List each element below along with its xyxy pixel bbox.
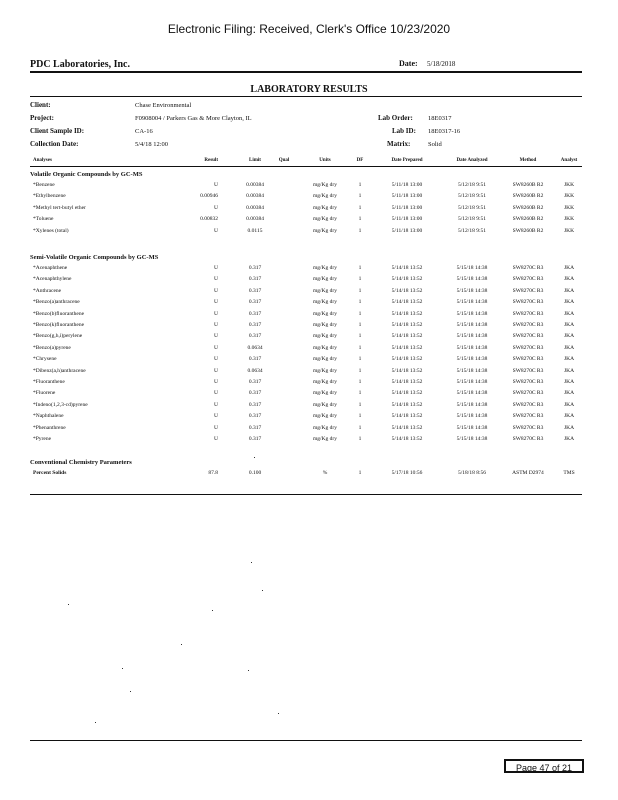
- cell-analyst: JKK: [563, 204, 575, 211]
- cell-date-prepared: 5/14/18 13:52: [391, 276, 423, 283]
- cell-limit: 0.317: [248, 265, 262, 271]
- cell-method: SW8260B R2: [512, 227, 544, 234]
- column-header-rule: [30, 166, 582, 167]
- cell-date-analyzed: 5/15/18 14:38: [456, 424, 488, 431]
- cell-date-prepared: 5/14/18 13:52: [391, 356, 423, 363]
- cell-date-prepared: 5/14/18 13:52: [391, 436, 423, 442]
- cell-result: 87.8: [208, 470, 218, 476]
- cell-date-analyzed: 5/15/18 14:38: [456, 265, 488, 271]
- header-rule: [30, 71, 582, 73]
- cell-date-prepared: 5/14/18 13:52: [391, 333, 423, 340]
- cell-result: U: [214, 265, 218, 271]
- cell-date-prepared: 5/14/18 13:52: [391, 390, 423, 397]
- title-rule: [30, 96, 582, 97]
- cell-limit: 0.0634: [247, 367, 263, 374]
- cell-result: U: [214, 413, 218, 420]
- cell-method: SW8270C R3: [512, 322, 544, 328]
- cell-method: SW8270C R3: [512, 333, 544, 340]
- cell-limit: 0.317: [248, 413, 262, 420]
- cell-analyst: JKA: [563, 344, 575, 351]
- results-end-rule: [30, 494, 582, 495]
- cell-limit: 0.100: [248, 470, 262, 476]
- cell-result: 0.00832: [200, 216, 218, 223]
- cell-result: U: [214, 287, 218, 294]
- cell-date-analyzed: 5/15/18 14:38: [456, 344, 488, 351]
- cell-date-prepared: 5/14/18 13:52: [391, 413, 423, 420]
- date-value: 5/18/2018: [427, 60, 456, 68]
- cell-units: mg/Kg dry: [313, 379, 337, 385]
- cell-units: mg/Kg dry: [313, 344, 337, 351]
- cell-method: SW8270C R3: [512, 287, 544, 294]
- scan-speck: [251, 562, 252, 563]
- cell-date-prepared: 5/14/18 13:52: [391, 401, 423, 408]
- cell-units: mg/Kg dry: [313, 193, 337, 200]
- cell-result: U: [214, 401, 218, 408]
- date-label: Date:: [399, 59, 418, 68]
- cell-date-analyzed: 5/15/18 14:38: [456, 287, 488, 294]
- col-units: Units: [319, 158, 331, 163]
- cell-limit: 0.00384: [246, 182, 264, 188]
- page-number: Page 47 of 21: [504, 759, 584, 773]
- cell-limit: 0.317: [248, 390, 262, 397]
- cell-method: SW8270C R3: [512, 379, 544, 385]
- cell-limit: 0.00384: [246, 204, 264, 211]
- cell-analyte: *Fluorene: [33, 390, 56, 397]
- cell-method: SW8270C R3: [512, 299, 544, 306]
- matrix-label: Matrix:: [387, 140, 411, 148]
- cell-date-prepared: 5/14/18 13:52: [391, 322, 423, 328]
- report-title: LABORATORY RESULTS: [250, 84, 368, 95]
- cell-df: 1: [358, 401, 362, 408]
- cell-units: mg/Kg dry: [313, 299, 337, 306]
- cell-analyst: JKA: [563, 424, 575, 431]
- cell-date-prepared: 5/14/18 13:52: [391, 287, 423, 294]
- cell-df: 1: [358, 344, 362, 351]
- cell-analyte: *Anthracene: [33, 287, 62, 294]
- cell-result: U: [214, 367, 218, 374]
- cell-date-analyzed: 5/15/18 14:38: [456, 356, 488, 363]
- scan-speck: [130, 691, 131, 692]
- company-name: PDC Laboratories, Inc.: [30, 59, 130, 70]
- scan-speck: [278, 713, 279, 714]
- cell-analyst: JKA: [563, 367, 575, 374]
- cell-df: 1: [358, 424, 362, 431]
- cell-date-analyzed: 5/15/18 14:38: [456, 413, 488, 420]
- cell-df: 1: [358, 204, 362, 211]
- cell-date-analyzed: 5/15/18 14:38: [456, 333, 488, 340]
- cell-result: U: [214, 227, 218, 234]
- cell-analyst: JKA: [563, 413, 575, 420]
- col-date-prepared: Date Prepared: [391, 158, 423, 163]
- cell-result: U: [214, 356, 218, 363]
- cell-analyte: *Methyl tert-butyl ether: [33, 204, 86, 211]
- matrix-value: Solid: [428, 141, 442, 148]
- cell-method: SW8270C R3: [512, 310, 544, 317]
- cell-units: mg/Kg dry: [313, 356, 337, 363]
- col-qual: Qual: [278, 158, 290, 163]
- cell-method: SW8270C R3: [512, 401, 544, 408]
- cell-date-analyzed: 5/15/18 14:38: [456, 379, 488, 385]
- cell-date-analyzed: 5/15/18 14:38: [456, 322, 488, 328]
- scan-speck: [181, 644, 182, 645]
- cell-method: SW8270C R3: [512, 413, 544, 420]
- cell-df: 1: [358, 436, 362, 442]
- cell-method: SW8260B R2: [512, 193, 544, 200]
- cell-date-prepared: 5/14/18 13:52: [391, 424, 423, 431]
- cell-analyst: JKA: [563, 333, 575, 340]
- cell-df: 1: [358, 390, 362, 397]
- cell-result: U: [214, 322, 218, 328]
- lab-id-label: Lab ID:: [392, 127, 416, 135]
- cell-result: U: [214, 379, 218, 385]
- cell-analyst: TMS: [563, 470, 575, 476]
- cell-result: U: [214, 276, 218, 283]
- cell-limit: 0.0115: [247, 227, 263, 234]
- cell-method: SW8270C R3: [512, 356, 544, 363]
- cell-date-prepared: 5/11/18 13:00: [391, 216, 423, 223]
- cell-units: mg/Kg dry: [313, 287, 337, 294]
- cell-analyte: *Benzo(g,h,i)perylene: [33, 333, 83, 340]
- cell-analyte: *Benzo(a)anthracene: [33, 299, 80, 306]
- cell-limit: 0.0634: [247, 344, 263, 351]
- col-analyses: Analyses: [33, 158, 52, 163]
- cell-result: U: [214, 344, 218, 351]
- col-df: DF: [356, 158, 364, 163]
- cell-date-analyzed: 5/15/18 14:38: [456, 401, 488, 408]
- cell-analyte: *Benzo(k)fluoranthene: [33, 322, 85, 328]
- cell-date-analyzed: 5/12/18 9:51: [458, 182, 486, 188]
- cell-limit: 0.00384: [246, 193, 264, 200]
- project-value: F0908004 / Parkers Gas & More Clayton, IL: [135, 115, 252, 122]
- cell-df: 1: [358, 310, 362, 317]
- cell-df: 1: [358, 470, 362, 476]
- cell-df: 1: [358, 216, 362, 223]
- cell-units: mg/Kg dry: [313, 216, 337, 223]
- cell-method: SW8260B R2: [512, 216, 544, 223]
- scan-speck: [262, 590, 263, 591]
- cell-limit: 0.317: [248, 401, 262, 408]
- cell-date-analyzed: 5/15/18 14:38: [456, 436, 488, 442]
- lab-order-value: 18E0317: [428, 115, 452, 122]
- cell-method: SW8270C R3: [512, 436, 544, 442]
- project-label: Project:: [30, 114, 54, 122]
- scan-speck: [212, 610, 213, 611]
- cell-units: mg/Kg dry: [313, 333, 337, 340]
- cell-date-analyzed: 5/12/18 9:51: [458, 216, 486, 223]
- cell-date-analyzed: 5/15/18 14:38: [456, 390, 488, 397]
- cell-result: U: [214, 390, 218, 397]
- cell-analyte: *Fluoranthene: [33, 379, 65, 385]
- cell-units: mg/Kg dry: [313, 413, 337, 420]
- cell-analyte: *Indeno(1,2,3-cd)pyrene: [33, 401, 88, 408]
- cell-analyte: *Benzo(a)pyrene: [33, 344, 71, 351]
- cell-date-analyzed: 5/15/18 14:38: [456, 276, 488, 283]
- cell-analyst: JKA: [563, 287, 575, 294]
- cell-method: SW8270C R3: [512, 265, 544, 271]
- cell-limit: 0.317: [248, 322, 262, 328]
- cell-analyst: JKA: [563, 310, 575, 317]
- cell-df: 1: [358, 227, 362, 234]
- cell-df: 1: [358, 333, 362, 340]
- cell-analyte: *Toluene: [33, 216, 54, 223]
- cell-analyte: *Acenaphthene: [33, 265, 68, 271]
- cell-df: 1: [358, 413, 362, 420]
- cell-date-prepared: 5/11/18 13:00: [391, 182, 423, 188]
- cell-analyst: JKA: [563, 299, 575, 306]
- cell-analyte: *Benzene: [33, 182, 55, 188]
- cell-date-prepared: 5/14/18 13:52: [391, 367, 423, 374]
- cell-units: %: [322, 470, 328, 476]
- cell-analyst: JKK: [563, 193, 575, 200]
- cell-units: mg/Kg dry: [313, 265, 337, 271]
- cell-analyst: JKA: [563, 265, 575, 271]
- cell-analyst: JKA: [563, 390, 575, 397]
- cell-date-analyzed: 5/12/18 9:51: [458, 227, 486, 234]
- cell-df: 1: [358, 276, 362, 283]
- cell-result: U: [214, 182, 218, 188]
- cell-analyte: *Dibenz(a,h)anthracene: [33, 367, 86, 374]
- cell-df: 1: [358, 322, 362, 328]
- cell-units: mg/Kg dry: [313, 424, 337, 431]
- cell-analyst: JKK: [563, 216, 575, 223]
- cell-date-analyzed: 5/15/18 14:38: [456, 367, 488, 374]
- cell-limit: 0.317: [248, 356, 262, 363]
- cell-units: mg/Kg dry: [313, 310, 337, 317]
- cell-analyte: *Ethylbenzene: [33, 193, 66, 200]
- lab-id-value: 18E0317-16: [428, 128, 461, 135]
- cell-analyst: JKK: [563, 227, 575, 234]
- cell-df: 1: [358, 356, 362, 363]
- scan-speck: [68, 604, 69, 605]
- section-title: Conventional Chemistry Parameters: [30, 459, 132, 466]
- cell-date-analyzed: 5/12/18 9:51: [458, 193, 486, 200]
- cell-analyte: *Chrysene: [33, 356, 57, 363]
- cell-analyte: *Pyrene: [33, 436, 52, 442]
- cell-units: mg/Kg dry: [313, 322, 337, 328]
- cell-date-analyzed: 5/15/18 14:38: [456, 310, 488, 317]
- cell-analyte: *Phenanthrene: [33, 424, 66, 431]
- cell-date-prepared: 5/14/18 13:52: [391, 299, 423, 306]
- cell-date-analyzed: 5/15/18 14:38: [456, 299, 488, 306]
- cell-analyst: JKA: [563, 436, 575, 442]
- cell-df: 1: [358, 265, 362, 271]
- cell-units: mg/Kg dry: [313, 182, 337, 188]
- col-method: Method: [519, 158, 537, 163]
- col-result: Result: [204, 158, 218, 163]
- col-date-analyzed: Date Analyzed: [456, 158, 488, 163]
- cell-units: mg/Kg dry: [313, 227, 337, 234]
- cell-method: ASTM D2974: [512, 470, 544, 476]
- cell-analyst: JKA: [563, 276, 575, 283]
- cell-date-analyzed: 5/12/18 9:51: [458, 204, 486, 211]
- cell-method: SW8260B R2: [512, 204, 544, 211]
- cell-date-analyzed: 5/18/18 8:56: [458, 470, 486, 476]
- cell-df: 1: [358, 182, 362, 188]
- cell-limit: 0.00384: [246, 216, 264, 223]
- cell-result: U: [214, 333, 218, 340]
- cell-method: SW8270C R3: [512, 344, 544, 351]
- cell-analyte: *Benzo(b)fluoranthene: [33, 310, 85, 317]
- cell-limit: 0.317: [248, 276, 262, 283]
- cell-units: mg/Kg dry: [313, 204, 337, 211]
- cell-limit: 0.317: [248, 436, 262, 442]
- cell-result: U: [214, 424, 218, 431]
- cell-method: SW8270C R3: [512, 367, 544, 374]
- cell-limit: 0.317: [248, 299, 262, 306]
- cell-limit: 0.317: [248, 333, 262, 340]
- scan-speck: [95, 722, 96, 723]
- scan-speck: [254, 457, 255, 458]
- cell-analyst: JKK: [563, 182, 575, 188]
- cell-date-prepared: 5/11/18 13:00: [391, 193, 423, 200]
- collection-date-value: 5/4/18 12:00: [135, 141, 169, 148]
- cell-df: 1: [358, 299, 362, 306]
- cell-units: mg/Kg dry: [313, 276, 337, 283]
- cell-analyte: Percent Solids: [33, 470, 67, 476]
- cell-date-prepared: 5/11/18 13:00: [391, 204, 423, 211]
- cell-limit: 0.317: [248, 287, 262, 294]
- cell-limit: 0.317: [248, 310, 262, 317]
- cell-df: 1: [358, 367, 362, 374]
- cell-limit: 0.317: [248, 379, 262, 385]
- cell-analyte: *Naphthalene: [33, 413, 64, 420]
- scan-speck: [248, 670, 249, 671]
- cell-units: mg/Kg dry: [313, 401, 337, 408]
- cell-analyst: JKA: [563, 356, 575, 363]
- cell-method: SW8270C R3: [512, 390, 544, 397]
- section-title: Semi-Volatile Organic Compounds by GC-MS: [30, 254, 159, 261]
- cell-units: mg/Kg dry: [313, 436, 337, 442]
- cell-date-prepared: 5/14/18 13:52: [391, 265, 423, 271]
- footer-rule: [30, 740, 582, 741]
- cell-analyst: JKA: [563, 401, 575, 408]
- cell-result: 0.00946: [200, 193, 218, 200]
- cell-df: 1: [358, 287, 362, 294]
- cell-units: mg/Kg dry: [313, 390, 337, 397]
- cell-result: U: [214, 299, 218, 306]
- col-analyst: Analyst: [560, 158, 578, 163]
- cell-df: 1: [358, 193, 362, 200]
- lab-order-label: Lab Order:: [378, 114, 413, 122]
- filing-banner: Electronic Filing: Received, Clerk's Office 10/23/2020: [167, 22, 451, 36]
- collection-date-label: Collection Date:: [30, 140, 79, 148]
- section-title: Volatile Organic Compounds by GC-MS: [30, 171, 143, 178]
- cell-method: SW8260B R2: [512, 182, 544, 188]
- cell-date-prepared: 5/14/18 13:52: [391, 344, 423, 351]
- cell-method: SW8270C R3: [512, 424, 544, 431]
- cell-units: mg/Kg dry: [313, 367, 337, 374]
- cell-analyst: JKA: [563, 379, 575, 385]
- sample-id-label: Client Sample ID:: [30, 127, 85, 135]
- cell-df: 1: [358, 379, 362, 385]
- cell-analyst: JKA: [563, 322, 575, 328]
- cell-analyte: *Acenaphthylene: [33, 276, 72, 283]
- cell-date-prepared: 5/14/18 13:52: [391, 379, 423, 385]
- cell-date-prepared: 5/11/18 13:00: [391, 227, 423, 234]
- cell-method: SW8270C R3: [512, 276, 544, 283]
- client-label: Client:: [30, 101, 51, 109]
- cell-result: U: [214, 204, 218, 211]
- client-value: Chase Environmental: [135, 102, 192, 109]
- sample-id-value: CA-16: [135, 128, 153, 135]
- cell-date-prepared: 5/17/18 10:56: [391, 470, 423, 476]
- col-limit: Limit: [249, 158, 261, 163]
- cell-limit: 0.317: [248, 424, 262, 431]
- cell-result: U: [214, 310, 218, 317]
- cell-result: U: [214, 436, 218, 442]
- scan-speck: [122, 668, 123, 669]
- cell-date-prepared: 5/14/18 13:52: [391, 310, 423, 317]
- cell-analyte: *Xylenes (total): [33, 227, 69, 234]
